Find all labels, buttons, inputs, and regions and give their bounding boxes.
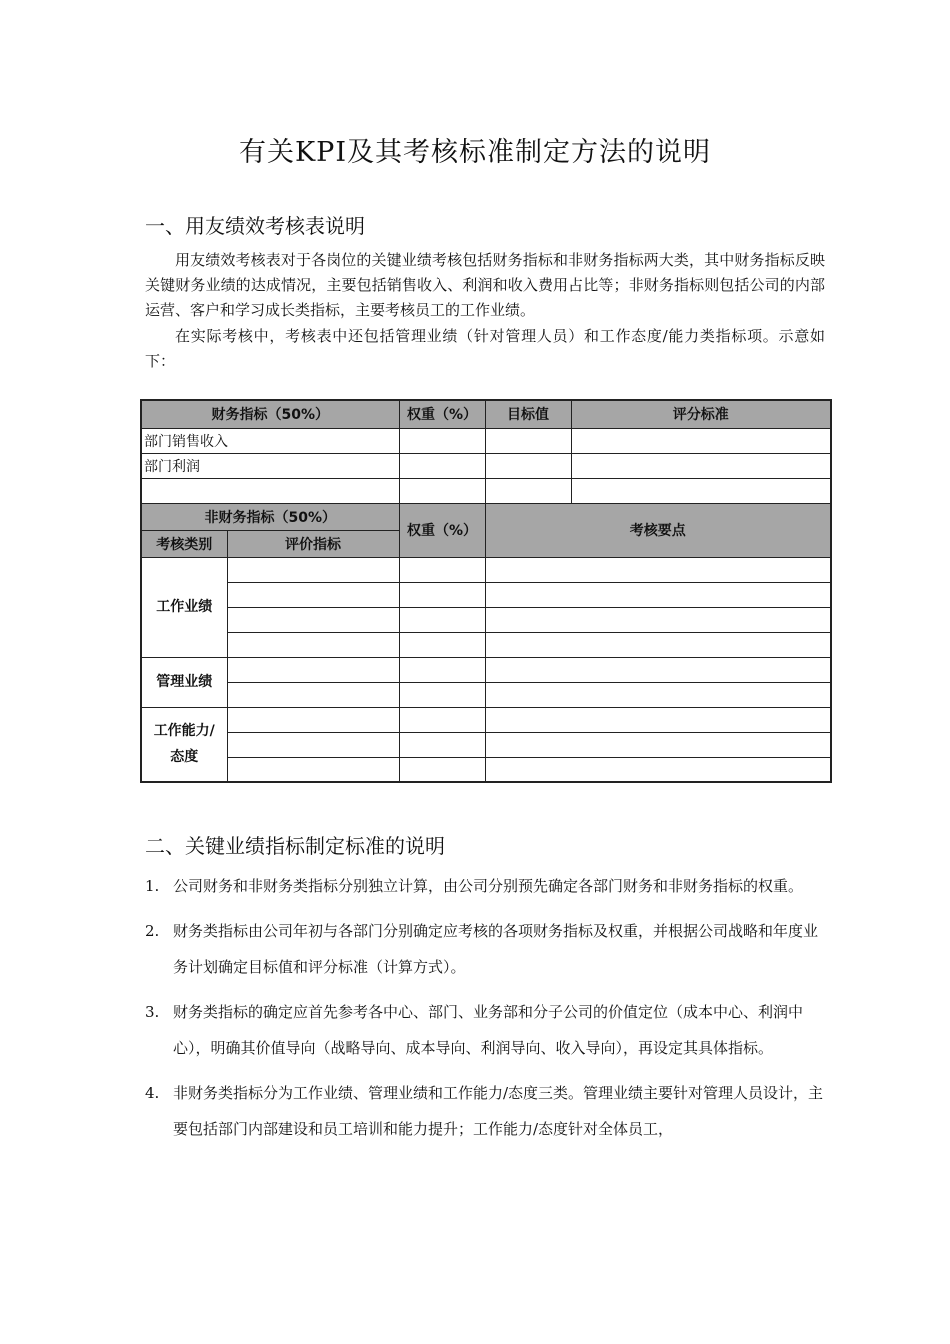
table-row bbox=[141, 632, 831, 657]
section1-paragraph-2: 在实际考核中，考核表中还包括管理业绩（针对管理人员）和工作态度/能力类指标项。示意如下： bbox=[145, 327, 825, 370]
table-row bbox=[141, 657, 831, 682]
assessment-points-header: 考核要点 bbox=[485, 503, 831, 557]
section1-paragraph-1: 用友绩效考核表对于各岗位的关键业绩考核包括财务指标和非财务指标两大类，其中财务指标反映关键财务业绩的达成情况，主要包括销售收入、利润和收入费用占比等；非财务指标则包括公司的内部运营、客户和学习成长类指标，主要考核员工的工作业绩。 bbox=[145, 251, 825, 319]
page-title: 有关KPI及其考核标准制定方法的说明 bbox=[238, 137, 711, 168]
fin-row-label bbox=[141, 478, 399, 503]
category-header: 考核类别 bbox=[141, 530, 227, 557]
table-row bbox=[141, 453, 831, 478]
list-item-number: 2. bbox=[145, 922, 160, 940]
table-row bbox=[141, 707, 831, 732]
list-item-text: 财务类指标由公司年初与各部门分别确定应考核的各项财务指标及权重，并根据公司战略和年度业务计划确定目标值和评分标准（计算方式）。 bbox=[173, 922, 819, 976]
table-row bbox=[141, 732, 831, 757]
non-financial-indicator-header: 非财务指标（50%） bbox=[141, 503, 399, 530]
target-value-header: 目标值 bbox=[485, 400, 571, 428]
table-row bbox=[141, 557, 831, 582]
table-row bbox=[141, 757, 831, 782]
list-item-text: 公司财务和非财务类指标分别独立计算，由公司分别预先确定各部门财务和非财务指标的权重。 bbox=[173, 877, 804, 895]
category-management-performance: 管理业绩 bbox=[141, 657, 227, 707]
list-item-text: 非财务类指标分为工作业绩、管理业绩和工作能力/态度三类。管理业绩主要针对管理人员设计，主要包括部门内部建设和员工培训和能力提升；工作能力/态度针对全体员工， bbox=[173, 1084, 824, 1138]
list-item bbox=[145, 868, 825, 904]
financial-indicator-header: 财务指标（50%） bbox=[141, 400, 399, 428]
table-row bbox=[141, 478, 831, 503]
evaluation-indicator-header: 评价指标 bbox=[227, 530, 399, 557]
weight-header: 权重（%） bbox=[399, 400, 485, 428]
category-ability-line2: 态度 bbox=[170, 749, 199, 766]
list-item-text: 财务类指标的确定应首先参考各中心、部门、业务部和分子公司的价值定位（成本中心、利润中心），明确其价值导向（战略导向、成本导向、利润导向、收入导向），再设定其具体指标。 bbox=[173, 1003, 804, 1057]
section1-heading: 一、用友绩效考核表说明 bbox=[145, 214, 365, 238]
category-ability-line1: 工作能力/ bbox=[153, 723, 215, 740]
table-row bbox=[141, 682, 831, 707]
fin-row-label: 部门销售收入 bbox=[141, 428, 399, 453]
list-item bbox=[145, 994, 825, 1066]
list-item bbox=[145, 1075, 825, 1147]
rules-list bbox=[145, 868, 825, 1156]
list-item-number: 4. bbox=[145, 1084, 160, 1102]
table-row bbox=[141, 582, 831, 607]
table-row bbox=[141, 428, 831, 453]
fin-row-label: 部门利润 bbox=[141, 453, 399, 478]
table-row bbox=[141, 607, 831, 632]
weight-header-2: 权重（%） bbox=[399, 503, 485, 557]
category-ability-attitude bbox=[141, 707, 227, 782]
list-item bbox=[145, 913, 825, 985]
category-work-performance: 工作业绩 bbox=[141, 557, 227, 657]
scoring-standard-header: 评分标准 bbox=[571, 400, 831, 428]
list-item-number: 1. bbox=[145, 877, 160, 895]
section2-heading: 二、关键业绩指标制定标准的说明 bbox=[145, 834, 445, 858]
list-item-number: 3. bbox=[145, 1003, 160, 1021]
kpi-assessment-table bbox=[140, 399, 832, 783]
